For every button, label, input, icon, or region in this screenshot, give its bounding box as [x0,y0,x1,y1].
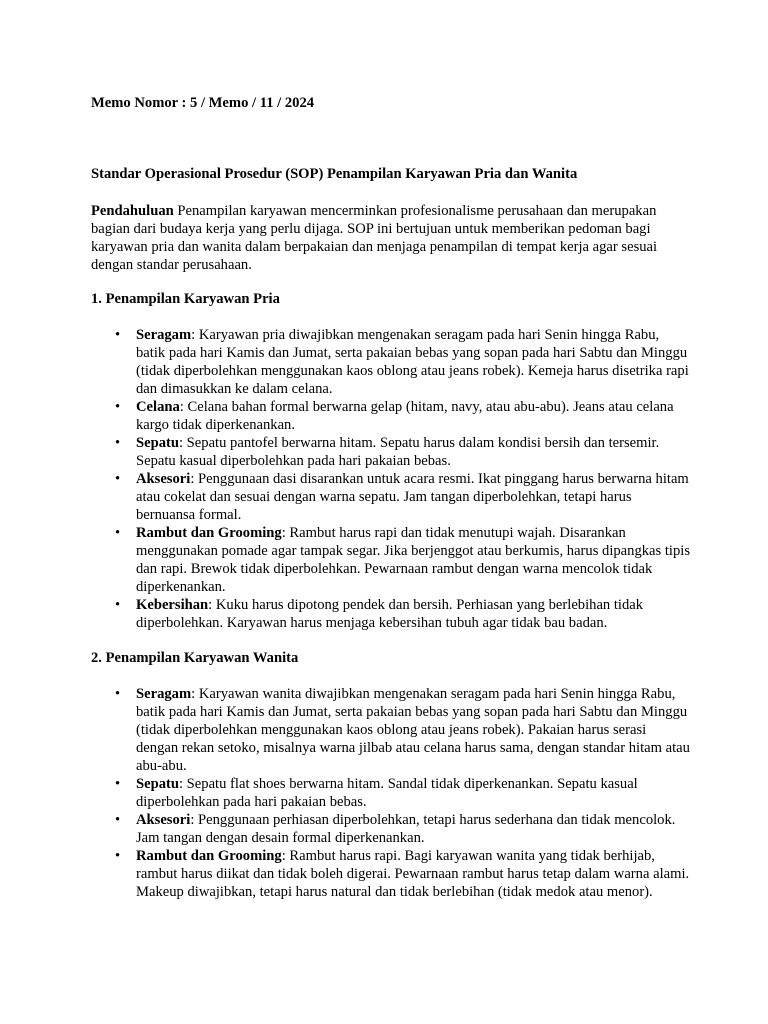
item-label: Sepatu [136,435,179,451]
item-label: Seragam [136,686,192,702]
list-item [91,398,691,434]
list-item [91,811,691,847]
item-text: : Penggunaan dasi disarankan untuk acara resmi. Ikat pinggang harus berwarna hitam atau cokelat dan sesuai dengan warna sepatu. Jam tangan diperbolehkan, tetapi harus bernuansa formal. [136,471,689,523]
item-label: Kebersihan [136,597,209,613]
list-item [91,596,691,632]
item-text: : Celana bahan formal berwarna gelap (hitam, navy, atau abu-abu). Jeans atau celana kargo tidak diperkenankan. [136,399,674,433]
bullet-icon: • [115,776,121,792]
item-label: Aksesori [136,812,191,828]
bullet-icon: • [115,525,121,541]
item-text: : Kuku harus dipotong pendek dan bersih. Perhiasan yang berlebihan tidak diperbolehkan. Karyawan harus menjaga kebersihan tubuh agar tidak bau badan. [136,597,644,631]
list-item [91,434,691,470]
item-text: : Sepatu flat shoes berwarna hitam. Sandal tidak diperkenankan. Sepatu kasual diperbolehkan pada hari pakaian bebas. [136,776,638,810]
bullet-icon: • [115,597,121,613]
item-label: Aksesori [136,471,191,487]
bullet-icon: • [115,812,121,828]
section-heading-female: 2. Penampilan Karyawan Wanita [91,650,299,666]
item-text: : Rambut harus rapi dan tidak menutupi wajah. Disarankan menggunakan pomade agar tampak segar. Jika berjenggot atau berkumis, harus dipangkas tipis dan rapi. Brewok tidak diperbolehkan. Pewarnaan rambut dengan warna mencolok tidak diperkenankan. [136,525,690,595]
item-label: Sepatu [136,776,179,792]
male-rules-list [91,326,691,632]
document-title: Standar Operasional Prosedur (SOP) Penampilan Karyawan Pria dan Wanita [91,166,578,182]
item-text: : Karyawan pria diwajibkan mengenakan seragam pada hari Senin hingga Rabu, batik pada hari Kamis dan Jumat, serta pakaian bebas yang sopan pada hari Sabtu dan Minggu (tidak diperbolehkan menggunakan kaos oblong atau jeans robek). Kemeja harus disetrika rapi dan dimasukkan ke dalam celana. [136,327,689,397]
memo-number: Memo Nomor : 5 / Memo / 11 / 2024 [91,95,315,111]
list-item [91,470,691,524]
item-label: Rambut dan Grooming [136,848,282,864]
list-item [91,775,691,811]
intro-text: Penampilan karyawan mencerminkan profesionalisme perusahaan dan merupakan bagian dari budaya kerja yang perlu dijaga. SOP ini bertujuan untuk memberikan pedoman bagi karyawan pria dan wanita dalam berpakaian dan menjaga penampilan di tempat kerja agar sesuai dengan standar perusahaan. [91,203,658,273]
item-text: : Penggunaan perhiasan diperbolehkan, tetapi harus sederhana dan tidak mencolok. Jam tangan dengan desain formal diperkenankan. [136,812,676,846]
item-text: : Sepatu pantofel berwarna hitam. Sepatu harus dalam kondisi bersih dan tersemir. Sepatu kasual diperbolehkan pada hari pakaian bebas. [136,435,660,469]
bullet-icon: • [115,399,121,415]
item-label: Celana [136,399,180,415]
item-label: Rambut dan Grooming [136,525,282,541]
bullet-icon: • [115,327,121,343]
list-item [91,524,691,596]
bullet-icon: • [115,435,121,451]
item-label: Seragam [136,327,192,343]
list-item [91,847,691,901]
intro-paragraph [91,202,691,274]
bullet-icon: • [115,848,121,864]
list-item [91,326,691,398]
female-rules-list [91,685,691,901]
intro-label: Pendahuluan [91,203,174,219]
item-text: : Karyawan wanita diwajibkan mengenakan seragam pada hari Senin hingga Rabu, batik pada hari Kamis dan Jumat, serta pakaian bebas yang sopan pada hari Sabtu dan Minggu (tidak diperbolehkan menggunakan kaos oblong atau jeans robek). Pakaian harus serasi dengan rekan setoko, misalnya warna jilbab atau celana harus sama, dengan standar hitam atau abu-abu. [136,686,690,774]
section-heading-male: 1. Penampilan Karyawan Pria [91,291,280,307]
item-text: : Rambut harus rapi. Bagi karyawan wanita yang tidak berhijab, rambut harus diikat dan tidak boleh digerai. Pewarnaan rambut harus tetap dalam warna alami. Makeup diwajibkan, tetapi harus natural dan tidak berlebihan (tidak medok atau menor). [136,848,690,900]
list-item [91,685,691,775]
bullet-icon: • [115,471,121,487]
bullet-icon: • [115,686,121,702]
